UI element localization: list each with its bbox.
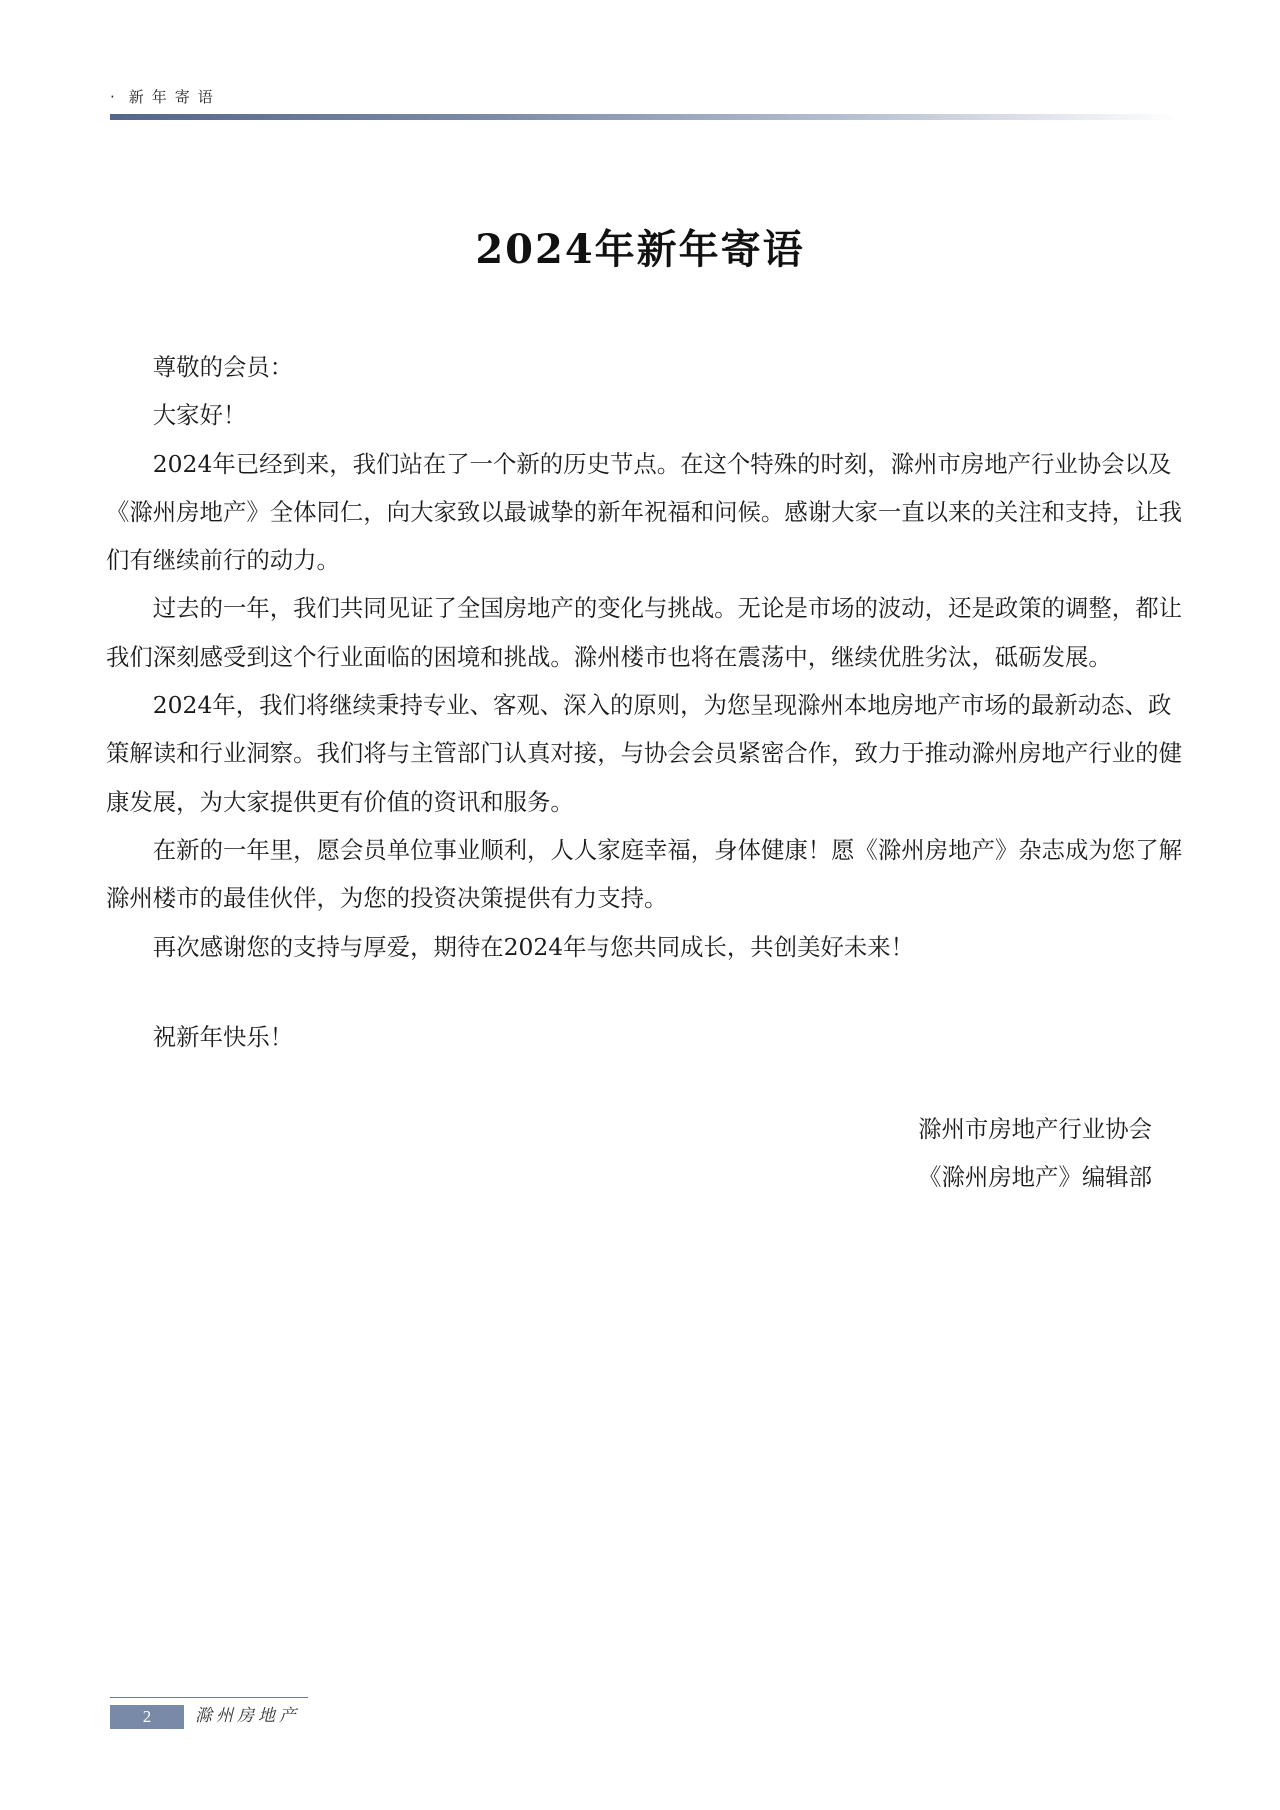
signature-editorial: 《滁州房地产》编辑部 [918,1163,1152,1191]
salutation: 尊敬的会员： [152,353,294,381]
closing-wish: 祝新年快乐！ [152,1022,294,1051]
paragraph-4: 在新的一年里，愿会员单位事业顺利，人人家庭幸福，身体健康！愿《滁州房地产》杂志成为您了解滁州楼市的最佳伙伴，为您的投资决策提供有力支持。 [106,835,1182,913]
signature-association: 滁州市房地产行业协会 [918,1115,1152,1143]
page-number: 2 [110,1705,184,1729]
letter-body [106,343,1186,1061]
page-title: 2024年新年寄语 [475,226,805,273]
paragraph-greeting: 大家好！ [152,401,247,430]
paragraph-1: 2024年已经到来，我们站在了一个新的历史节点。在这个特殊的时刻，滁州市房地产行业协会以及《滁州房地产》全体同仁，向大家致以最诚挚的新年祝福和问候。感谢大家一直以来的关注和支持，让我们有继续前行的动力。 [106,449,1182,575]
paragraph-3: 2024年，我们将继续秉持专业、客观、深入的原则，为您呈现滁州本地房地产市场的最新动态、政策解读和行业洞察。我们将与主管部门认真对接，与协会会员紧密合作，致力于推动滁州房地产行业的健康发展，为大家提供更有价值的资讯和服务。 [106,691,1182,816]
signature-block [918,1105,1152,1201]
section-header [110,86,221,107]
paragraph-5: 再次感谢您的支持与厚爱，期待在2024年与您共同成长，共创美好未来！ [152,932,915,961]
footer-rule [110,1697,308,1698]
header-bullet: · [110,88,129,106]
header-rule [110,114,1180,120]
paragraph-2: 过去的一年，我们共同见证了全国房地产的变化与挑战。无论是市场的波动，还是政策的调整，都让我们深刻感受到这个行业面临的困境和挑战。滁州楼市也将在震荡中，继续优胜劣汰，砥砺发展。 [106,594,1182,671]
footer-publication-name: 滁州房地产 [195,1706,300,1726]
header-section-label: 新年寄语 [128,88,221,106]
